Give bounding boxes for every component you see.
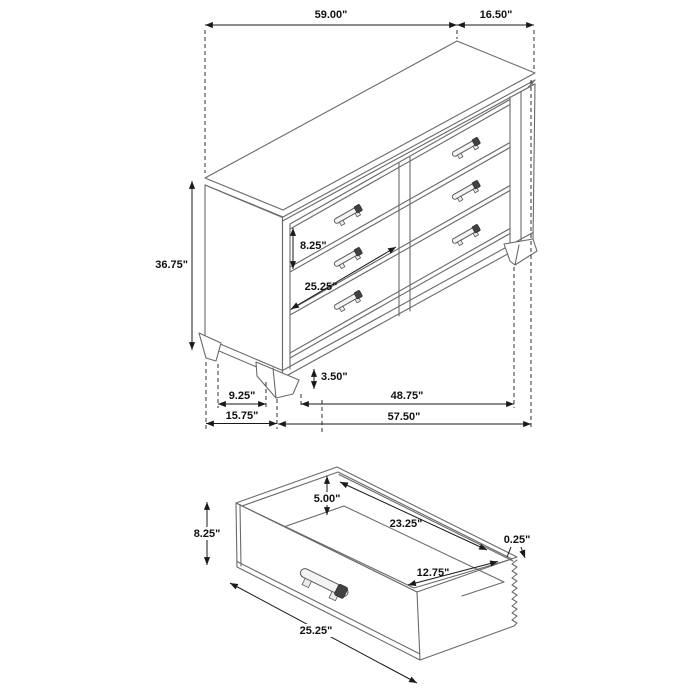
dim-label-foot-clear-depth: 9.25" — [228, 390, 256, 402]
dim-label-inner-depth: 12.75" — [416, 567, 450, 579]
dim-label-overall-height: 36.75" — [155, 259, 188, 271]
dim-label-drawer-front-width: 25.25" — [304, 281, 338, 293]
dresser-front-right-foot — [504, 239, 537, 265]
dim-label-base-depth: 15.75" — [225, 410, 259, 422]
dim-label-inner-width: 23.25" — [389, 518, 423, 530]
dim-label-base-width: 57.50" — [387, 411, 421, 423]
dresser-figure — [155, 9, 537, 433]
dim-label-inner-height: 5.00" — [313, 493, 341, 505]
dim-label-overall-depth: 16.50" — [479, 9, 513, 21]
dim-label-front-height: 8.25" — [193, 528, 221, 540]
drawer-figure — [189, 467, 530, 683]
dim-label-overall-width: 59.00" — [314, 9, 348, 21]
dim-label-front-width: 25.25" — [299, 625, 333, 637]
dim-label-drawer-front-height: 8.25" — [300, 240, 327, 252]
dim-label-foot-height: 3.50" — [321, 371, 348, 383]
dim-label-side-thickness: 0.25" — [503, 534, 531, 546]
dim-label-front-feet-span: 48.75" — [390, 390, 424, 402]
